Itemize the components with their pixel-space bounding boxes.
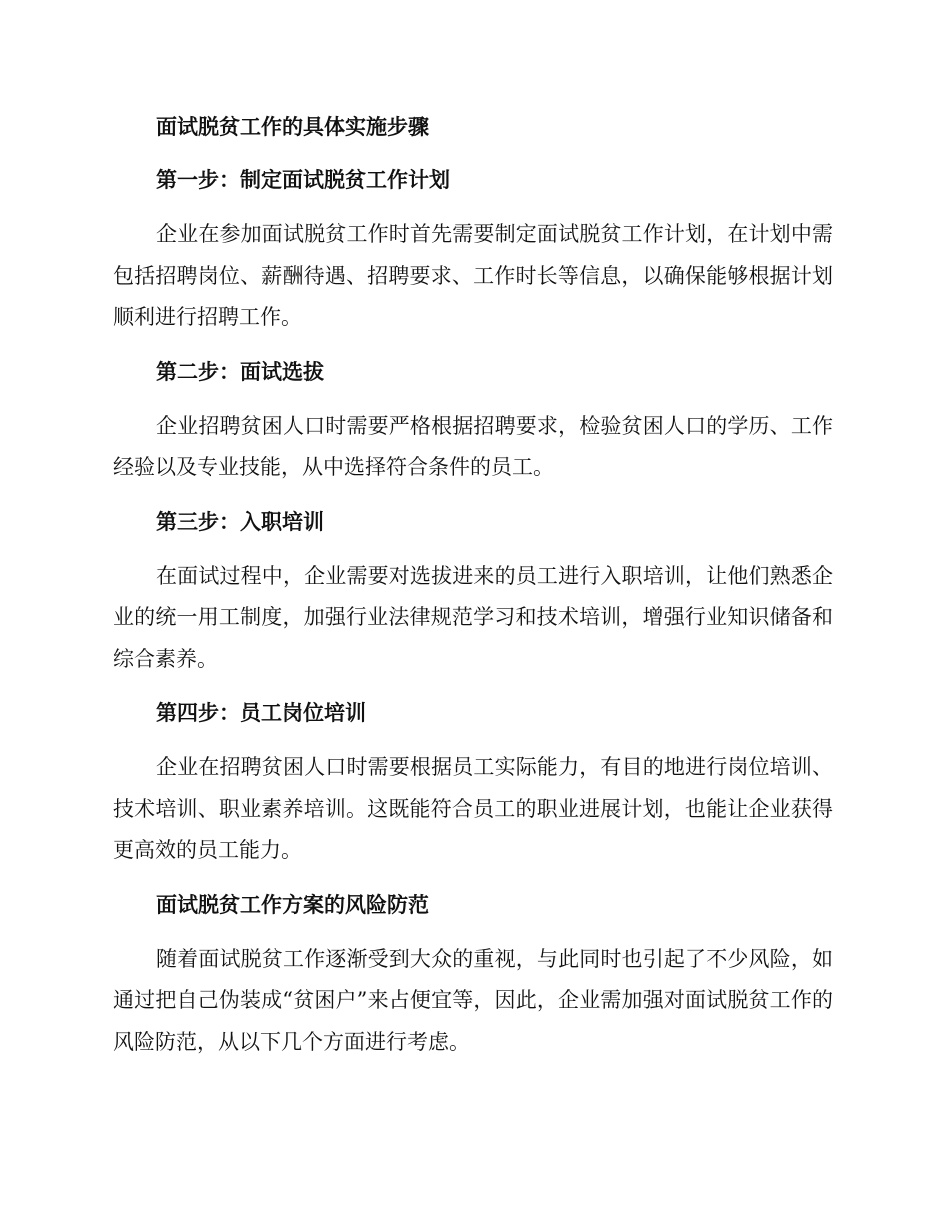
section-paragraph-step-4: 企业在招聘贫困人口时需要根据员工实际能力，有目的地进行岗位培训、技术培训、职业素养培训。这既能符合员工的职业进展计划，也能让企业获得更高效的员工能力。 bbox=[113, 755, 833, 862]
section-heading-step-4: 第四步：员工岗位培训 bbox=[156, 701, 366, 725]
section-paragraph-step-3: 在面试过程中，企业需要对选拔进来的员工进行入职培训，让他们熟悉企业的统一用工制度，加强行业法律规范学习和技术培训，增强行业知识储备和综合素养。 bbox=[113, 563, 833, 671]
section-heading-step-3: 第三步：入职培训 bbox=[156, 509, 324, 534]
section-heading-step-2: 第二步：面试选拔 bbox=[156, 359, 324, 384]
section-paragraph-step-1: 企业在参加面试脱贫工作时首先需要制定面试脱贫工作计划，在计划中需包括招聘岗位、薪酬待遇、招聘要求、工作时长等信息，以确保能够根据计划顺利进行招聘工作。 bbox=[113, 222, 833, 329]
document-title: 面试脱贫工作的具体实施步骤 bbox=[156, 115, 429, 139]
section-paragraph-step-2: 企业招聘贫困人口时需要严格根据招聘要求，检验贫困人口的学历、工作经验以及专业技能，从中选择符合条件的员工。 bbox=[113, 413, 833, 479]
risk-section-paragraph: 随着面试脱贫工作逐渐受到大众的重视，与此同时也引起了不少风险，如通过把自己伪装成“贫困户”来占便宜等，因此，企业需加强对面试脱贫工作的风险防范，从以下几个方面进行考虑。 bbox=[113, 946, 833, 1054]
risk-section-heading: 面试脱贫工作方案的风险防范 bbox=[156, 892, 429, 917]
section-heading-step-1: 第一步：制定面试脱贫工作计划 bbox=[156, 168, 450, 192]
document-body bbox=[113, 108, 833, 1077]
